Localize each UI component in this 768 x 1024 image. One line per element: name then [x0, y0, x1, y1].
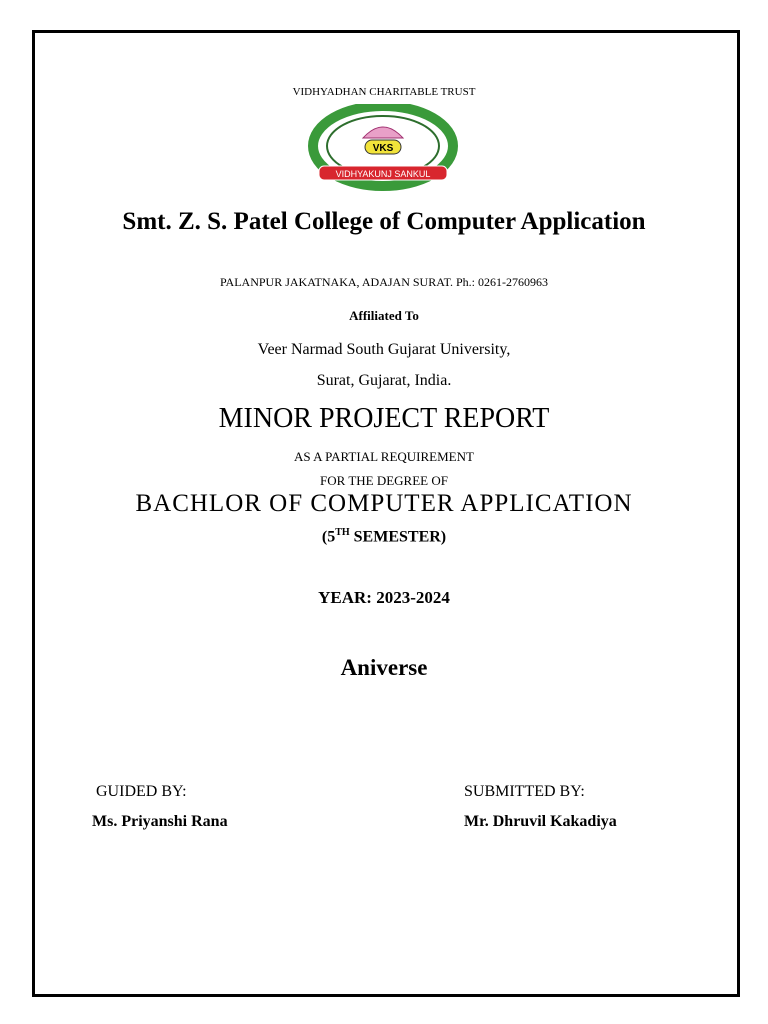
university-location: Surat, Gujarat, India.	[316, 372, 452, 389]
semester	[0, 527, 768, 546]
guided-by-label: GUIDED BY:	[96, 783, 187, 800]
university-name: Veer Narmad South Gujarat University,	[257, 341, 511, 358]
guide-name: Ms. Priyanshi Rana	[92, 813, 228, 830]
svg-text:VIDHYAKUNJ SANKUL: VIDHYAKUNJ SANKUL	[335, 169, 431, 179]
degree-name: BACHLOR OF COMPUTER APPLICATION	[135, 490, 633, 517]
svg-text:VKS: VKS	[372, 143, 394, 154]
college-logo	[305, 104, 461, 192]
affiliated-label: Affiliated To	[349, 308, 419, 323]
semester-number: (5	[321, 528, 336, 546]
partial-requirement: AS A PARTIAL REQUIREMENT	[294, 449, 474, 464]
student-name: Mr. Dhruvil Kakadiya	[464, 813, 617, 830]
college-name: Smt. Z. S. Patel College of Computer Application	[122, 208, 646, 235]
college-address: PALANPUR JAKATNAKA, ADAJAN SURAT. Ph.: 0261-2760963	[219, 275, 549, 289]
academic-year: YEAR: 2023-2024	[318, 588, 450, 607]
degree-of: FOR THE DEGREE OF	[320, 473, 448, 488]
semester-suffix: TH	[335, 527, 350, 538]
submitted-by-label: SUBMITTED BY:	[464, 783, 585, 800]
project-name: Aniverse	[340, 655, 428, 680]
report-title: MINOR PROJECT REPORT	[218, 403, 550, 434]
trust-name: VIDHYADHAN CHARITABLE TRUST	[292, 86, 476, 98]
semester-label: SEMESTER)	[349, 528, 447, 546]
